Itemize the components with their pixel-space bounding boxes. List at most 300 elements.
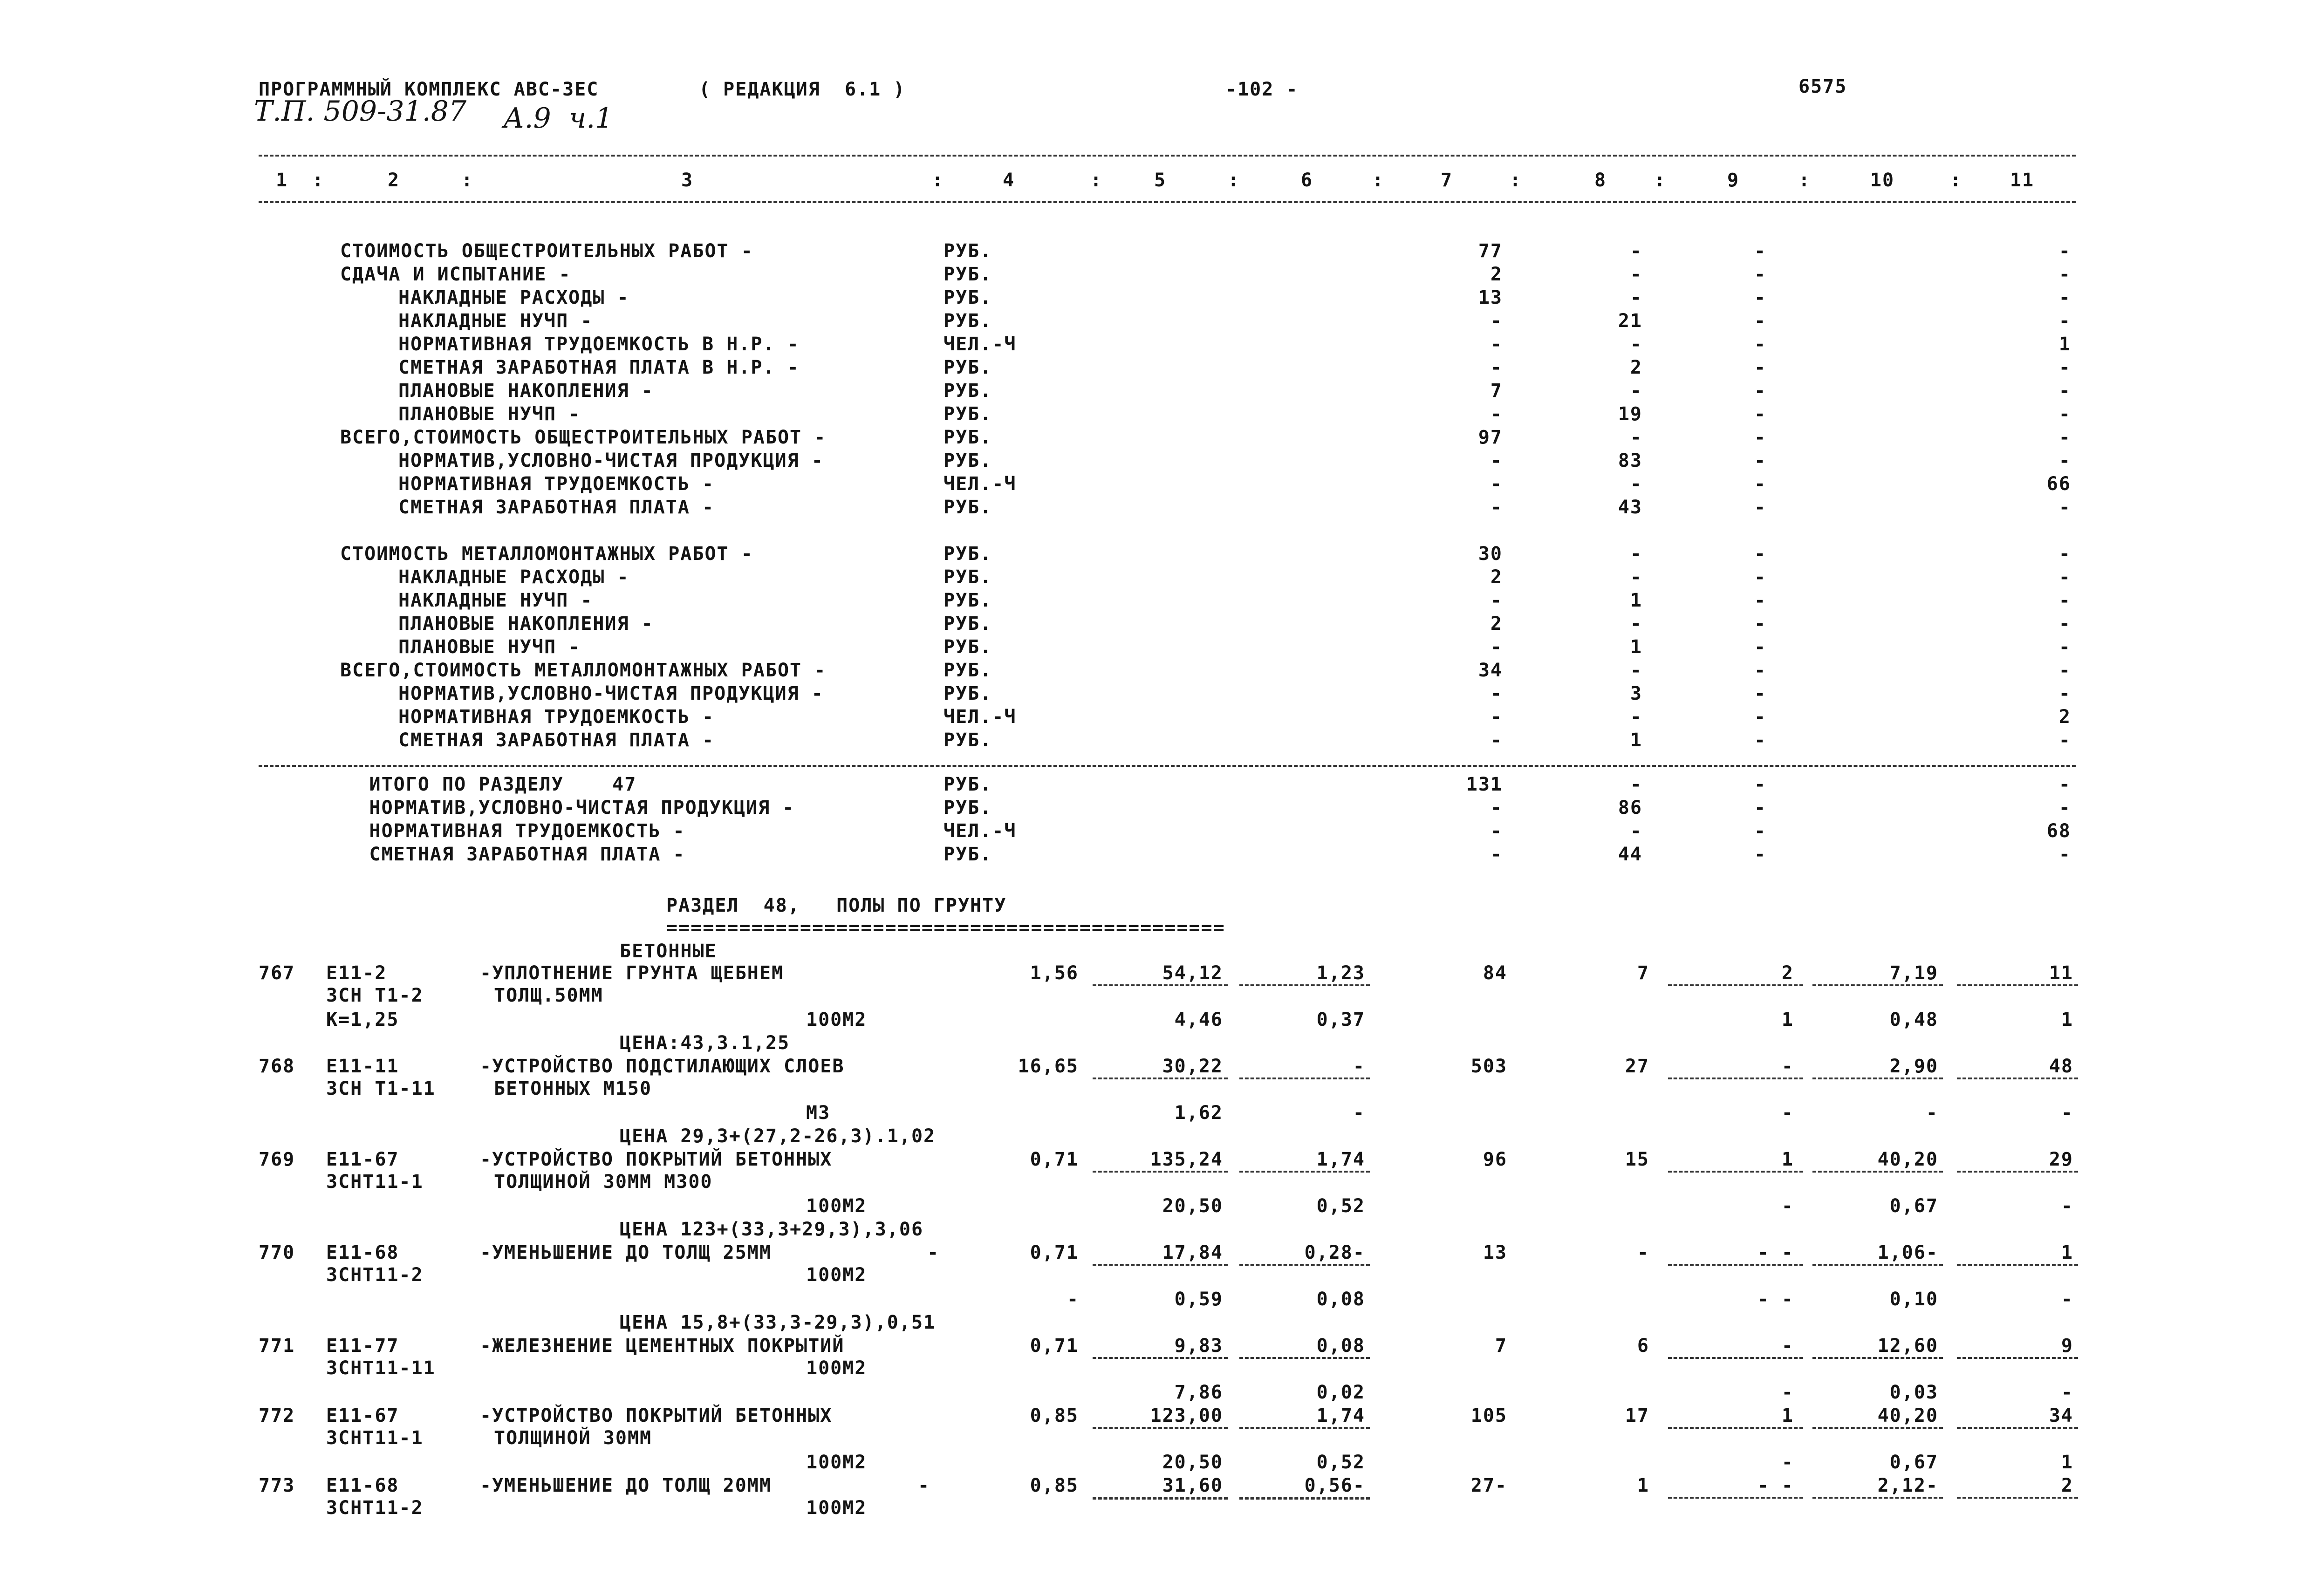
item-col6: 1,74 (1316, 1149, 1365, 1170)
item-col5-wage: 4,46 (1174, 1009, 1223, 1030)
summary-unit: РУБ. (944, 844, 992, 865)
item-col7: 7 (1495, 1335, 1507, 1357)
item-col5-wage: 0,59 (1174, 1289, 1223, 1310)
summary-col7: - (1490, 730, 1503, 751)
summary-col11: - (2058, 357, 2071, 378)
summary-col7: - (1490, 590, 1503, 611)
summary-col8: 43 (1618, 497, 1642, 518)
item-col9-wage: - (1781, 1195, 1794, 1217)
item-subtotal-rule (1668, 1264, 1803, 1266)
summary-col11: 1 (2058, 334, 2071, 355)
summary-unit: РУБ. (944, 566, 992, 588)
item-col6: 0,28- (1304, 1242, 1365, 1263)
summary-col11: 66 (2046, 473, 2071, 495)
item-subtotal-rule (1957, 1264, 2078, 1266)
summary-unit: РУБ. (944, 380, 992, 402)
item-col9: - (1781, 1335, 1794, 1357)
column-header-10: 10 (1870, 170, 1895, 191)
item-col11: 48 (2049, 1056, 2073, 1077)
column-separator: : (461, 170, 474, 191)
item-quantity: 0,85 (1030, 1475, 1079, 1496)
summary-label: НАКЛАДНЫЕ НУЧП - (398, 310, 593, 332)
item-col8: 1 (1637, 1475, 1649, 1496)
item-col8: 17 (1625, 1405, 1649, 1426)
summary-col8: 21 (1618, 310, 1642, 332)
item-subtotal-rule (1668, 1357, 1803, 1359)
item-ref: ЗСНТ11-11 (326, 1357, 436, 1379)
summary-col7: - (1490, 683, 1503, 704)
item-col5: 31,60 (1162, 1475, 1223, 1496)
summary-col9: - (1754, 334, 1767, 355)
item-col8: 27 (1625, 1056, 1649, 1077)
summary-col9: - (1754, 683, 1767, 704)
item-subtotal-rule (1957, 1427, 2078, 1429)
summary-col9: - (1754, 450, 1767, 471)
summary-col9: - (1754, 730, 1767, 751)
summary-col8: - (1630, 543, 1642, 565)
item-subtotal-rule (1239, 984, 1370, 986)
item-subtotal-rule (1668, 1497, 1803, 1499)
column-header-4: 4 (1002, 170, 1015, 191)
summary-unit: ЧЕЛ.-Ч (944, 820, 1017, 842)
item-col11: 9 (2061, 1335, 2073, 1357)
item-subtotal-rule (1239, 1357, 1370, 1359)
summary-col9: - (1754, 706, 1767, 728)
item-subtotal-rule (1239, 1171, 1370, 1173)
summary-col11: - (2058, 660, 2071, 681)
item-description: ТОЛЩИНОЙ 30ММ (494, 1427, 652, 1449)
item-col7: 13 (1483, 1242, 1507, 1263)
item-subtotal-rule (1812, 1078, 1943, 1079)
item-col8: 7 (1637, 962, 1649, 984)
summary-col8: - (1630, 334, 1642, 355)
summary-col7: - (1490, 636, 1503, 658)
item-dash-mark: - (918, 1475, 930, 1496)
item-subtotal-rule (1957, 984, 2078, 986)
summary-col9: - (1754, 497, 1767, 518)
item-col11: 1 (2061, 1242, 2073, 1263)
item-col9-wage: - (1781, 1452, 1794, 1473)
item-description: -УМЕНЬШЕНИЕ ДО ТОЛЩ 20ММ (480, 1475, 772, 1496)
item-quantity: 16,65 (1018, 1056, 1079, 1077)
summary-col11: - (2058, 543, 2071, 565)
summary-label: ПЛАНОВЫЕ НУЧП - (398, 403, 581, 425)
summary-col7: 2 (1490, 566, 1503, 588)
column-separator: : (932, 170, 944, 191)
summary-col7: - (1490, 450, 1503, 471)
summary-unit: РУБ. (944, 264, 992, 285)
item-col10: 40,20 (1877, 1149, 1938, 1170)
item-unit: 100М2 (806, 1452, 867, 1473)
summary-col8: - (1630, 473, 1642, 495)
item-col6: 1,74 (1316, 1405, 1365, 1426)
item-col7: 27- (1470, 1475, 1507, 1496)
item-col6: 1,23 (1316, 962, 1365, 984)
summary-col11: - (2058, 613, 2071, 634)
summary-label: ИТОГО ПО РАЗДЕЛУ 47 (369, 774, 637, 795)
item-col5-wage: 7,86 (1174, 1382, 1223, 1403)
summary-label: СДАЧА И ИСПЫТАНИЕ - (340, 264, 571, 285)
item-code: Е11-67 (326, 1405, 399, 1426)
item-col11-wage: 1 (2061, 1452, 2073, 1473)
item-dash-mark: - (927, 1242, 940, 1263)
item-col10-wage: 0,48 (1889, 1009, 1938, 1030)
item-number: 773 (259, 1475, 295, 1496)
summary-unit: РУБ. (944, 310, 992, 332)
summary-col9: - (1754, 473, 1767, 495)
column-header-11: 11 (2010, 170, 2035, 191)
summary-unit: РУБ. (944, 613, 992, 634)
item-col7: 96 (1483, 1149, 1507, 1170)
summary-label: НОРМАТИВНАЯ ТРУДОЕМКОСТЬ - (398, 706, 715, 728)
summary-col7: - (1490, 820, 1503, 842)
item-ref: ЗСН Т1-2 (326, 985, 424, 1006)
summary-col7: - (1490, 844, 1503, 865)
summary-col8: - (1630, 774, 1642, 795)
item-description: -УСТРОЙСТВО ПОДСТИЛАЮЩИХ СЛОЕВ (480, 1056, 845, 1077)
summary-unit: РУБ. (944, 450, 992, 471)
item-quantity: 1,56 (1030, 962, 1079, 984)
summary-col8: 83 (1618, 450, 1642, 471)
summary-col8: 19 (1618, 403, 1642, 425)
item-col8: - (1637, 1242, 1649, 1263)
item-description: ТОЛЩ.50ММ (494, 985, 603, 1006)
summary-label: ВСЕГО,СТОИМОСТЬ МЕТАЛЛОМОНТАЖНЫХ РАБОТ - (340, 660, 827, 681)
summary-unit: РУБ. (944, 403, 992, 425)
column-header-3: 3 (681, 170, 694, 191)
summary-col8: 1 (1630, 730, 1642, 751)
summary-col8: 2 (1630, 357, 1642, 378)
column-separator: : (1090, 170, 1103, 191)
summary-unit: РУБ. (944, 240, 992, 262)
column-separator: : (312, 170, 325, 191)
item-ref: ЗСНТ11-1 (326, 1171, 424, 1193)
summary-label: СМЕТНАЯ ЗАРАБОТНАЯ ПЛАТА - (398, 497, 715, 518)
item-col6-wage: 0,37 (1316, 1009, 1365, 1030)
item-subtotal-rule (1668, 1078, 1803, 1079)
summary-unit: РУБ. (944, 797, 992, 818)
summary-unit: ЧЕЛ.-Ч (944, 473, 1017, 495)
summary-unit: РУБ. (944, 774, 992, 795)
summary-col8: 3 (1630, 683, 1642, 704)
summary-unit: РУБ. (944, 636, 992, 658)
item-unit: 100М2 (806, 1357, 867, 1379)
summary-label: ВСЕГО,СТОИМОСТЬ ОБЩЕСТРОИТЕЛЬНЫХ РАБОТ - (340, 427, 827, 448)
column-separator: : (1654, 170, 1667, 191)
item-col10: 40,20 (1877, 1405, 1938, 1426)
item-col5: 123,00 (1150, 1405, 1223, 1426)
summary-unit: РУБ. (944, 660, 992, 681)
item-subtotal-rule (1812, 1357, 1943, 1359)
item-col5: 54,12 (1162, 962, 1223, 984)
summary-col11: - (2058, 730, 2071, 751)
item-subtotal-rule (1957, 1078, 2078, 1079)
summary-col11: - (2058, 590, 2071, 611)
summary-unit: РУБ. (944, 683, 992, 704)
summary-col11: 2 (2058, 706, 2071, 728)
summary-col9: - (1754, 380, 1767, 402)
item-col10: 7,19 (1889, 962, 1938, 984)
item-col6: 0,56- (1304, 1475, 1365, 1496)
summary-label: СТОИМОСТЬ МЕТАЛЛОМОНТАЖНЫХ РАБОТ - (340, 543, 753, 565)
summary-col11: - (2058, 310, 2071, 332)
item-col6-wage: 0,52 (1316, 1452, 1365, 1473)
summary-unit: РУБ. (944, 287, 992, 308)
item-subtotal-rule (1239, 1498, 1370, 1500)
column-separator: : (1372, 170, 1385, 191)
summary-col8: - (1630, 820, 1642, 842)
section-title: РАЗДЕЛ 48, ПОЛЫ ПО ГРУНТУ (666, 895, 1007, 916)
item-ref: ЗСНТ11-2 (326, 1264, 424, 1286)
item-quantity: 0,71 (1030, 1335, 1079, 1357)
column-header-6: 6 (1300, 170, 1313, 191)
summary-col9: - (1754, 287, 1767, 308)
item-coefficient: К=1,25 (326, 1009, 399, 1030)
summary-label: ПЛАНОВЫЕ НАКОПЛЕНИЯ - (398, 380, 654, 402)
item-col6-wage: 0,52 (1316, 1195, 1365, 1217)
column-header-8: 8 (1594, 170, 1607, 191)
item-col6-wage: - (1353, 1102, 1365, 1124)
item-col8: 15 (1625, 1149, 1649, 1170)
summary-col8: - (1630, 660, 1642, 681)
summary-col9: - (1754, 427, 1767, 448)
item-unit: 100М2 (806, 1497, 867, 1519)
item-subtotal-rule (1239, 1427, 1370, 1429)
summary-col7: - (1490, 797, 1503, 818)
summary-col9: - (1754, 820, 1767, 842)
item-col11: 34 (2049, 1405, 2073, 1426)
summary-col9: - (1754, 566, 1767, 588)
item-col10-wage: 0,10 (1889, 1289, 1938, 1310)
summary-unit: ЧЕЛ.-Ч (944, 334, 1017, 355)
summary-col7: - (1490, 357, 1503, 378)
item-code: Е11-2 (326, 962, 387, 984)
summary-col7: 97 (1478, 427, 1503, 448)
item-col9-wage: - (1781, 1382, 1794, 1403)
program-title: ПРОГРАММНЫЙ КОМПЛЕКС АВС-3ЕС (259, 79, 599, 100)
column-header-2: 2 (387, 170, 400, 191)
summary-label: СМЕТНАЯ ЗАРАБОТНАЯ ПЛАТА - (369, 844, 685, 865)
summary-col7: 2 (1490, 264, 1503, 285)
item-unit: 100М2 (806, 1009, 867, 1030)
summary-col7: 77 (1478, 240, 1503, 262)
summary-col11: - (2058, 264, 2071, 285)
item-col5: 135,24 (1150, 1149, 1223, 1170)
summary-col9: - (1754, 660, 1767, 681)
item-unit: 100М2 (806, 1264, 867, 1286)
summary-col11: - (2058, 683, 2071, 704)
item-code: Е11-67 (326, 1149, 399, 1170)
item-col10: 2,90 (1889, 1056, 1938, 1077)
summary-col11: - (2058, 427, 2071, 448)
summary-col7: - (1490, 473, 1503, 495)
summary-col9: - (1754, 590, 1767, 611)
summary-col7: 30 (1478, 543, 1503, 565)
column-separator: : (1950, 170, 1962, 191)
item-subtotal-rule (1957, 1497, 2078, 1499)
item-col9-wage: - (1781, 1102, 1794, 1124)
summary-col9: - (1754, 264, 1767, 285)
item-quantity: 0,85 (1030, 1405, 1079, 1426)
summary-col11: 68 (2046, 820, 2071, 842)
header-rule-top (259, 155, 2076, 157)
summary-col7: - (1490, 403, 1503, 425)
item-subtotal-rule (1093, 1427, 1228, 1429)
item-number: 767 (259, 962, 295, 984)
summary-unit: РУБ. (944, 427, 992, 448)
item-col5: 9,83 (1174, 1335, 1223, 1357)
item-description: -УМЕНЬШЕНИЕ ДО ТОЛЩ 25ММ (480, 1242, 772, 1263)
summary-col9: - (1754, 403, 1767, 425)
summary-col11: - (2058, 497, 2071, 518)
item-col10: 1,06- (1877, 1242, 1938, 1263)
summary-label: НОРМАТИВНАЯ ТРУДОЕМКОСТЬ В Н.Р. - (398, 334, 800, 355)
summary-col9: - (1754, 357, 1767, 378)
summary-col8: - (1630, 706, 1642, 728)
summary-label: НАКЛАДНЫЕ НУЧП - (398, 590, 593, 611)
item-col11: 29 (2049, 1149, 2073, 1170)
handwritten-part: А.9 ч.1 (503, 102, 613, 135)
summary-unit: РУБ. (944, 730, 992, 751)
summary-col11: - (2058, 380, 2071, 402)
summary-col8: - (1630, 380, 1642, 402)
item-code: Е11-68 (326, 1242, 399, 1263)
item-description: -ЖЕЛЕЗНЕНИЕ ЦЕМЕНТНЫХ ПОКРЫТИЙ (480, 1335, 845, 1357)
summary-unit: РУБ. (944, 357, 992, 378)
summary-label: СМЕТНАЯ ЗАРАБОТНАЯ ПЛАТА В Н.Р. - (398, 357, 800, 378)
item-col5-wage: 20,50 (1162, 1452, 1223, 1473)
item-number: 770 (259, 1242, 295, 1263)
item-subtotal-rule (1812, 1497, 1943, 1499)
item-col10-wage: 0,67 (1889, 1452, 1938, 1473)
summary-col8: - (1630, 287, 1642, 308)
summary-unit: РУБ. (944, 590, 992, 611)
item-col6-wage: 0,02 (1316, 1382, 1365, 1403)
item-unit: М3 (806, 1102, 831, 1124)
item-col8: 6 (1637, 1335, 1649, 1357)
item-col7: 503 (1470, 1056, 1507, 1077)
item-description: -УСТРОЙСТВО ПОКРЫТИЙ БЕТОННЫХ (480, 1405, 833, 1426)
item-description: ТОЛЩИНОЙ 30ММ М300 (494, 1171, 713, 1193)
summary-col7: - (1490, 497, 1503, 518)
item-col9-wage: 1 (1781, 1009, 1794, 1030)
summary-col8: 86 (1618, 797, 1642, 818)
item-col11-wage: - (2061, 1382, 2073, 1403)
summary-col8: - (1630, 427, 1642, 448)
summary-label: СМЕТНАЯ ЗАРАБОТНАЯ ПЛАТА - (398, 730, 715, 751)
item-subtotal-rule (1668, 1427, 1803, 1429)
summary-col11: - (2058, 636, 2071, 658)
summary-label: НАКЛАДНЫЕ РАСХОДЫ - (398, 287, 629, 308)
item-code: Е11-77 (326, 1335, 399, 1357)
summary-col7: - (1490, 310, 1503, 332)
item-description: БЕТОННЫХ М150 (494, 1078, 652, 1099)
page-number: -102 - (1225, 79, 1299, 100)
column-separator: : (1798, 170, 1811, 191)
item-price-note: ЦЕНА 29,3+(27,2-26,3).1,02 (620, 1125, 936, 1147)
summary-col9: - (1754, 797, 1767, 818)
item-description: -УСТРОЙСТВО ПОКРЫТИЙ БЕТОННЫХ (480, 1149, 833, 1170)
document-number: 6575 (1798, 76, 1847, 97)
summary-col11: - (2058, 403, 2071, 425)
section-subtitle: БЕТОННЫЕ (620, 941, 717, 962)
item-col5-wage: 20,50 (1162, 1195, 1223, 1217)
item-description: -УПЛОТНЕНИЕ ГРУНТА ЩЕБНЕМ (480, 962, 784, 984)
item-col5: 30,22 (1162, 1056, 1223, 1077)
summary-col9: - (1754, 613, 1767, 634)
item-quantity: 0,71 (1030, 1149, 1079, 1170)
summary-label: ПЛАНОВЫЕ НАКОПЛЕНИЯ - (398, 613, 654, 634)
column-header-1: 1 (275, 170, 288, 191)
item-subtotal-rule (1668, 1171, 1803, 1173)
item-col6-wage: 0,08 (1316, 1289, 1365, 1310)
item-subtotal-rule (1239, 1078, 1370, 1079)
item-col7: 105 (1470, 1405, 1507, 1426)
item-col9: 1 (1781, 1149, 1794, 1170)
item-col11-wage: - (2061, 1102, 2073, 1124)
item-col9: - - (1757, 1242, 1794, 1263)
summary-col7: 131 (1466, 774, 1503, 795)
item-ref: ЗСН Т1-11 (326, 1078, 436, 1099)
item-subtotal-rule (1957, 1357, 2078, 1359)
item-price-note: ЦЕНА 15,8+(33,3-29,3),0,51 (620, 1312, 936, 1333)
item-subtotal-rule (1093, 1498, 1228, 1500)
item-subtotal-rule (1957, 1171, 2078, 1173)
summary-label: НОРМАТИВНАЯ ТРУДОЕМКОСТЬ - (369, 820, 685, 842)
item-code: Е11-68 (326, 1475, 399, 1496)
summary-col9: - (1754, 844, 1767, 865)
summary-label: ПЛАНОВЫЕ НУЧП - (398, 636, 581, 658)
summary-col8: - (1630, 240, 1642, 262)
item-code: Е11-11 (326, 1056, 399, 1077)
summary-col9: - (1754, 774, 1767, 795)
summary-col11: - (2058, 566, 2071, 588)
item-subtotal-rule (1093, 1171, 1228, 1173)
summary-unit: РУБ. (944, 543, 992, 565)
item-ref: ЗСНТ11-2 (326, 1497, 424, 1519)
summary-col8: 44 (1618, 844, 1642, 865)
edition-label: ( РЕДАКЦИЯ 6.1 ) (699, 79, 906, 100)
summary-col8: 1 (1630, 636, 1642, 658)
summary-label: НОРМАТИВ,УСЛОВНО-ЧИСТАЯ ПРОДУКЦИЯ - (369, 797, 795, 818)
item-col5-wage: 1,62 (1174, 1102, 1223, 1124)
item-col9: 1 (1781, 1405, 1794, 1426)
column-header-7: 7 (1440, 170, 1453, 191)
item-dash-mark: - (1067, 1289, 1080, 1310)
summary-col11: - (2058, 844, 2071, 865)
summary-col8: 1 (1630, 590, 1642, 611)
item-price-note: ЦЕНА:43,3.1,25 (620, 1032, 790, 1054)
column-header-5: 5 (1154, 170, 1167, 191)
item-subtotal-rule (1093, 1264, 1228, 1266)
item-col10-wage: 0,67 (1889, 1195, 1938, 1217)
item-subtotal-rule (1239, 1264, 1370, 1266)
summary-col7: - (1490, 334, 1503, 355)
column-header-9: 9 (1727, 170, 1740, 191)
item-col6: 0,08 (1316, 1335, 1365, 1357)
summary-col7: 13 (1478, 287, 1503, 308)
item-number: 768 (259, 1056, 295, 1077)
item-number: 772 (259, 1405, 295, 1426)
item-subtotal-rule (1093, 984, 1228, 986)
summary-unit: РУБ. (944, 497, 992, 518)
header-rule-bottom (259, 201, 2076, 203)
summary-col9: - (1754, 543, 1767, 565)
summary-col11: - (2058, 240, 2071, 262)
item-col11: 2 (2061, 1475, 2073, 1496)
summary-col11: - (2058, 774, 2071, 795)
summary-col8: - (1630, 566, 1642, 588)
